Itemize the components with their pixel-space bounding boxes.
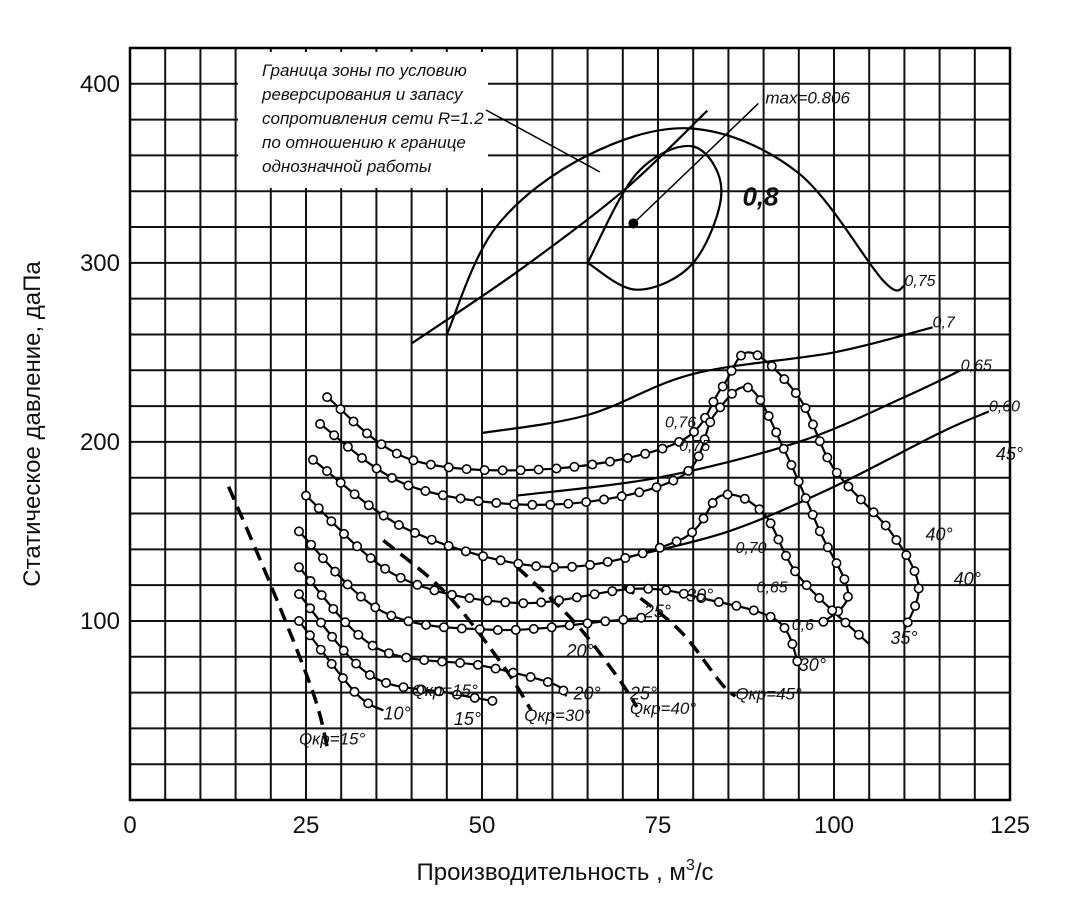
curve-marker — [844, 593, 852, 601]
curve-marker — [635, 488, 643, 496]
y-axis-title: Статическое давление, даПа — [19, 261, 46, 587]
curve-marker — [317, 646, 325, 654]
curve-marker — [727, 367, 735, 375]
curve-marker — [381, 565, 389, 573]
curve-marker — [448, 591, 456, 599]
curve-marker — [528, 501, 536, 509]
efficiency-label: 0,65 — [960, 357, 992, 375]
curve-marker — [483, 596, 491, 604]
efficiency-label: 0,6 — [791, 616, 815, 634]
curve-marker — [479, 552, 487, 560]
curve-marker — [641, 450, 649, 458]
efficiency-label: 0,70 — [735, 539, 767, 557]
curve-marker — [395, 521, 403, 529]
curve-marker — [546, 501, 554, 509]
qkr-label: Qкр=30° — [524, 706, 591, 726]
curve-marker — [439, 491, 447, 499]
qkr-label: Qкр=45° — [735, 684, 802, 704]
curve-marker — [316, 420, 324, 428]
curve-marker — [601, 617, 609, 625]
curve-marker — [809, 420, 817, 428]
curve-marker — [684, 467, 692, 475]
curve-marker — [844, 482, 852, 490]
curve-marker — [791, 567, 799, 575]
curve-marker — [295, 563, 303, 571]
curve-marker — [420, 656, 428, 664]
curve-marker — [570, 463, 578, 471]
curve-marker — [911, 602, 919, 610]
curve-marker — [548, 623, 556, 631]
curve-marker — [496, 556, 504, 564]
curve-marker — [397, 574, 405, 582]
curve-marker — [317, 618, 325, 626]
curve-marker — [816, 527, 824, 535]
y-tick-label: 400 — [79, 70, 120, 98]
angle-label: 25° — [629, 683, 658, 704]
y-tick-label: 100 — [79, 607, 120, 635]
curve-marker — [869, 508, 877, 516]
curve-marker — [306, 631, 314, 639]
curve-marker — [915, 584, 923, 592]
curve-marker — [399, 683, 407, 691]
curve-marker — [672, 537, 680, 545]
qkr-label: Qкр=40° — [629, 699, 697, 719]
curve-marker — [430, 586, 438, 594]
curve-marker — [358, 454, 366, 462]
note-line: Граница зоны по условию — [262, 61, 467, 80]
note-line: сопротивления сети R=1.2 — [262, 109, 484, 128]
curve-marker — [328, 660, 336, 668]
curve-marker — [530, 625, 538, 633]
curve-marker — [902, 551, 910, 559]
curve-marker — [510, 500, 518, 508]
curve-marker — [787, 461, 795, 469]
curve-marker — [828, 606, 836, 614]
curve-marker — [559, 686, 567, 694]
marker-layer — [295, 351, 923, 708]
curve-marker — [366, 671, 374, 679]
curve-marker — [295, 617, 303, 625]
efficiency-label: 0,65 — [756, 579, 788, 597]
curve-marker — [606, 457, 614, 465]
curve-marker — [402, 653, 410, 661]
curve-marker — [780, 375, 788, 383]
curve-marker — [340, 646, 348, 654]
curve-marker — [462, 547, 470, 555]
efficiency-label: 0,8 — [742, 181, 779, 212]
curve-marker — [372, 464, 380, 472]
curve-marker — [766, 613, 774, 621]
curve-marker — [568, 563, 576, 571]
curve-marker — [765, 412, 773, 420]
curve-marker — [728, 390, 736, 398]
curve-marker — [336, 405, 344, 413]
curve-marker — [857, 495, 865, 503]
curve-marker — [330, 431, 338, 439]
curve-marker — [550, 563, 558, 571]
curve-marker — [411, 529, 419, 537]
curve-marker — [855, 631, 863, 639]
qkr-label: Qкр=15° — [298, 729, 366, 749]
curve-marker — [756, 396, 764, 404]
curve-marker — [573, 593, 581, 601]
curve-marker — [315, 504, 323, 512]
efficiency-label: 0,7 — [932, 314, 955, 332]
curve-marker — [626, 585, 634, 593]
curve-marker — [662, 586, 670, 594]
curve-marker — [780, 624, 788, 632]
x-tick-label: 125 — [989, 812, 1031, 839]
curve-marker — [350, 688, 358, 696]
curve-marker — [555, 596, 563, 604]
curve-marker — [709, 499, 717, 507]
curve-marker — [564, 500, 572, 508]
axis-titles — [19, 261, 714, 886]
curve-marker — [344, 443, 352, 451]
efficiency-label: 0,75 — [679, 437, 711, 455]
angle-label: 40° — [953, 569, 981, 590]
angle-label: 25° — [643, 601, 672, 622]
x-tick-label: 25 — [292, 812, 320, 839]
curve-marker — [753, 351, 761, 359]
curve-marker — [833, 469, 841, 477]
qkr-label: Qкр=15° — [411, 681, 478, 701]
curve-marker — [582, 498, 590, 506]
angle-label: 20° — [573, 683, 601, 704]
curve-marker — [658, 444, 666, 452]
curve-marker — [458, 624, 466, 632]
curve-marker — [427, 460, 435, 468]
x-tick-label: 0 — [123, 812, 137, 839]
curve-marker — [772, 428, 780, 436]
curve-marker — [706, 418, 714, 426]
curve-marker — [492, 499, 500, 507]
series-qkr-15-critical-line — [229, 487, 328, 747]
curve-marker — [295, 590, 303, 598]
series-efficiency-0-8 — [588, 146, 722, 290]
curve-marker — [774, 535, 782, 543]
curve-marker — [537, 598, 545, 606]
curve-marker — [306, 604, 314, 612]
curve-marker — [329, 605, 337, 613]
curve-marker — [910, 567, 918, 575]
curve-marker — [480, 466, 488, 474]
curve-marker — [302, 491, 310, 499]
curve-marker — [367, 554, 375, 562]
curve-marker — [323, 393, 331, 401]
curve-marker — [318, 591, 326, 599]
angle-label: 30° — [686, 585, 714, 606]
y-tick-label: 300 — [79, 249, 120, 277]
curve-marker — [656, 544, 664, 552]
curve-marker — [404, 481, 412, 489]
curve-marker — [802, 581, 810, 589]
curve-marker — [699, 514, 707, 522]
efficiency-label: 0,60 — [988, 398, 1021, 416]
curve-marker — [815, 594, 823, 602]
curve-marker — [462, 465, 470, 473]
curve-marker — [744, 383, 752, 391]
curve-marker — [882, 521, 890, 529]
curve-marker — [590, 590, 598, 598]
angle-label: 35° — [890, 628, 918, 649]
angle-label: 45° — [995, 443, 1024, 464]
max-point-label: max=0.806 — [765, 88, 850, 108]
curve-marker — [428, 536, 436, 544]
curve-marker — [295, 527, 303, 535]
series-efficiency-0-75 — [447, 128, 905, 334]
curve-marker — [327, 517, 335, 525]
curve-marker — [474, 497, 482, 505]
x-tick-label: 100 — [813, 812, 855, 839]
curve-marker — [840, 575, 848, 583]
curve-marker — [534, 465, 542, 473]
curve-marker — [750, 606, 758, 614]
curve-marker — [393, 449, 401, 457]
curve-marker — [319, 554, 327, 562]
curve-marker — [409, 456, 417, 464]
angle-label: 40° — [925, 524, 953, 545]
curve-marker — [307, 541, 315, 549]
curve-marker — [385, 649, 393, 657]
curve-marker — [339, 674, 347, 682]
curve-marker — [618, 492, 626, 500]
curve-marker — [737, 351, 745, 359]
curve-marker — [512, 626, 520, 634]
curve-marker — [639, 549, 647, 557]
curve-marker — [819, 618, 827, 626]
curve-marker — [795, 477, 803, 485]
curve-marker — [716, 403, 724, 411]
curve-marker — [354, 631, 362, 639]
curve-marker — [841, 618, 849, 626]
x-tick-label: 50 — [468, 812, 496, 839]
curve-marker — [619, 616, 627, 624]
curve-marker — [732, 602, 740, 610]
note-line: реверсирования и запасу — [262, 85, 463, 104]
curve-marker — [353, 542, 361, 550]
curve-marker — [364, 699, 372, 707]
curve-marker — [768, 362, 776, 370]
y-tick-label: 200 — [79, 428, 120, 456]
efficiency-label: 0,75 — [904, 273, 936, 291]
curve-marker — [604, 558, 612, 566]
angle-label: 15° — [453, 708, 482, 729]
curve-marker — [588, 460, 596, 468]
angle-label: 10° — [383, 703, 411, 724]
curve-marker — [377, 440, 385, 448]
curve-marker — [421, 487, 429, 495]
curve-marker — [516, 466, 524, 474]
curve-marker — [343, 580, 351, 588]
angle-label: 30° — [798, 655, 827, 676]
curve-marker — [438, 657, 446, 665]
curve-marker — [331, 567, 339, 575]
curve-marker — [514, 560, 522, 568]
curve-marker — [501, 598, 509, 606]
curve-marker — [388, 474, 396, 482]
curve-marker — [755, 505, 763, 513]
curve-marker — [741, 495, 749, 503]
curve-marker — [824, 543, 832, 551]
curve-marker — [809, 511, 817, 519]
curve-marker — [644, 585, 652, 593]
angle-label: 20° — [566, 640, 594, 661]
curve-marker — [892, 536, 900, 544]
curve-marker — [565, 621, 573, 629]
curve-marker — [349, 417, 357, 425]
curve-marker — [413, 581, 421, 589]
curve-marker — [832, 559, 840, 567]
curve-marker — [488, 697, 496, 705]
curve-marker — [363, 429, 371, 437]
curve-marker — [444, 542, 452, 550]
x-tick-label: 75 — [644, 812, 672, 839]
curve-marker — [440, 623, 448, 631]
curve-marker — [382, 679, 390, 687]
curve-marker — [404, 617, 412, 625]
curve-marker — [583, 619, 591, 627]
curve-marker — [456, 659, 464, 667]
curve-marker — [688, 528, 696, 536]
curve-marker — [422, 621, 430, 629]
curve-marker — [491, 664, 499, 672]
curve-marker — [445, 463, 453, 471]
curve-marker — [309, 456, 317, 464]
curve-marker — [552, 464, 560, 472]
curve-marker — [652, 483, 660, 491]
curve-marker — [526, 673, 534, 681]
curve-marker — [498, 466, 506, 474]
curve-marker — [371, 603, 379, 611]
curve-marker — [509, 668, 517, 676]
curve-marker — [723, 490, 731, 498]
efficiency-label: 0,76 — [665, 414, 697, 432]
note-line: однозначной работы — [262, 157, 432, 176]
curve-marker — [341, 618, 349, 626]
curve-marker — [494, 626, 502, 634]
curve-marker — [350, 490, 358, 498]
curve-marker — [365, 501, 373, 509]
curve-marker — [352, 659, 360, 667]
curve-marker — [624, 454, 632, 462]
curve-marker — [801, 404, 809, 412]
curve-marker — [340, 530, 348, 538]
curve-marker — [782, 552, 790, 560]
curve-marker — [823, 453, 831, 461]
curve-marker — [719, 382, 727, 390]
curve-marker — [608, 587, 616, 595]
curve-marker — [766, 519, 774, 527]
curve-marker — [465, 594, 473, 602]
curve-marker — [586, 561, 594, 569]
curve-marker — [387, 611, 395, 619]
curve-marker — [532, 562, 540, 570]
curve-marker — [816, 437, 824, 445]
curve-marker — [621, 554, 629, 562]
curve-marker — [337, 479, 345, 487]
curve-marker — [306, 577, 314, 585]
curve-marker — [519, 599, 527, 607]
curve-marker — [802, 494, 810, 502]
curve-marker — [715, 598, 723, 606]
curve-marker — [544, 678, 552, 686]
curve-marker — [474, 661, 482, 669]
curve-marker — [379, 511, 387, 519]
curve-marker — [456, 494, 464, 502]
x-axis-title: Производительность , $м^3/с$ — [416, 857, 714, 886]
curve-marker — [788, 640, 796, 648]
curve-marker — [328, 633, 336, 641]
curve-marker — [669, 476, 677, 484]
curve-marker — [780, 445, 788, 453]
curve-marker — [357, 592, 365, 600]
curve-marker — [476, 625, 484, 633]
curve-marker — [368, 641, 376, 649]
curve-marker — [600, 495, 608, 503]
note-line: по отношению к границе — [262, 133, 466, 152]
curve-marker — [904, 618, 912, 626]
curve-marker — [792, 389, 800, 397]
curve-marker — [323, 467, 331, 475]
